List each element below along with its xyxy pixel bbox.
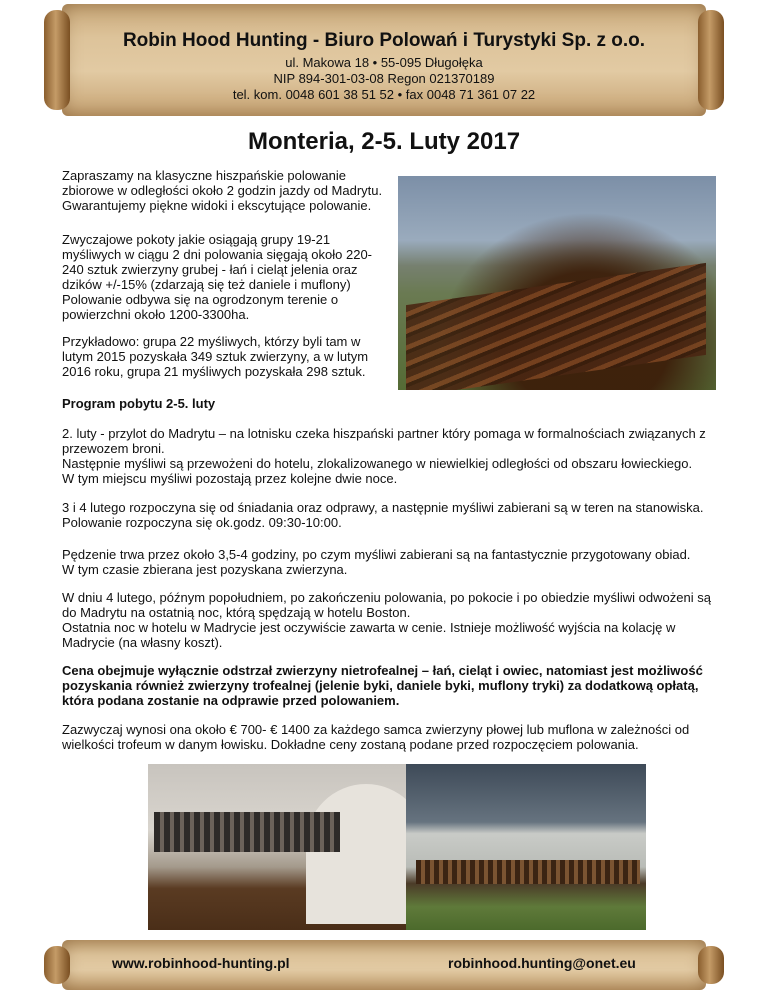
text-line: 3 i 4 lutego rozpoczyna się od śniadania oraz odprawy, a następnie myśliwi zabierani są w teren na stanowiska. xyxy=(62,500,704,515)
page-title: Monteria, 2-5. Luty 2017 xyxy=(247,128,521,155)
text-line: Polowanie odbywa się na ogrodzonym terenie o xyxy=(62,292,339,307)
company-name: Robin Hood Hunting - Biuro Polowań i Turystyki Sp. z o.o. xyxy=(122,30,646,51)
hunt-results-photo xyxy=(398,176,716,390)
text-line: Ostatnia noc w hotelu w Madrycie jest oczywiście zawarta w cenie. Istnieje możliwość wyjścia na kolację w xyxy=(62,620,676,635)
hunters-row xyxy=(154,812,340,852)
text-line: 240 sztuk zwierzyny grubej - łań i cieląt jelenia oraz xyxy=(62,262,358,277)
game-rows xyxy=(406,263,706,390)
text-line: W dniu 4 lutego, późnym popołudniem, po zakończeniu polowania, po pokocie i po obiedzie myśliwi odwożeni są xyxy=(62,590,711,605)
text-line: powierzchni około 1200-3300ha. xyxy=(62,307,250,322)
stats-paragraph xyxy=(62,232,372,322)
text-line: Polowanie rozpoczyna się ok.godz. 09:30-10:00. xyxy=(62,515,342,530)
text-line: wielkości trofeum w danym łowisku. Dokładne ceny zostaną podane przed rozpoczęciem polowania. xyxy=(62,737,639,752)
text-line: W tym miejscu myśliwi pozostają przez kolejne dwie noce. xyxy=(62,471,398,486)
drive-paragraph xyxy=(62,547,690,577)
day4-paragraph xyxy=(62,590,711,650)
intro-paragraph xyxy=(62,168,382,213)
text-line: przewozem broni. xyxy=(62,441,165,456)
game-display-photo xyxy=(406,764,646,930)
text-line: Następnie myśliwi są przewożeni do hotelu, zlokalizowanego w niewielkiej odległości od obszaru łowieckiego. xyxy=(62,456,693,471)
hunters-group-photo xyxy=(148,764,406,930)
day3-paragraph xyxy=(62,500,703,530)
text-line: Pędzenie trwa przez około 3,5-4 godziny, po czym myśliwi zabierani są na fantastycznie przygotowany obiad. xyxy=(62,547,691,562)
game-rows xyxy=(416,860,640,884)
text-line: pozyskania również zwierzyny trofealnej (jelenie byki, daniele byki, muflony tryki) za dodatkową opłatą, xyxy=(62,678,699,693)
company-contact: tel. kom. 0048 601 38 51 52 • fax 0048 71 361 07 22 xyxy=(232,87,536,102)
text-line: myśliwych w ciągu 2 dni polowania sięgają około 220- xyxy=(62,247,373,262)
program-heading: Program pobytu 2-5. luty xyxy=(62,396,216,411)
text-line: Zazwyczaj wynosi ona około € 700- € 1400 za każdego samca zwierzyny płowej lub muflona w zależności od xyxy=(62,722,690,737)
text-line: do Madrytu na ostatnią noc, którą spędzają w hotelu Boston. xyxy=(62,605,411,620)
text-line: Zwyczajowe pokoty jakie osiągają grupy 19-21 xyxy=(62,232,331,247)
text-line: która podana zostanie na odprawie przed polowaniem. xyxy=(62,693,400,708)
website-link[interactable]: www.robinhood-hunting.pl xyxy=(112,955,290,971)
company-address: ul. Makowa 18 • 55-095 Długołęka xyxy=(285,55,483,70)
text-line: 2. luty - przylot do Madrytu – na lotnisku czeka hiszpański partner który pomaga w formalnościach związanych z xyxy=(62,426,706,441)
text-line: lutym 2015 pozyskała 349 sztuk zwierzyny, a w lutym xyxy=(62,349,369,364)
building xyxy=(306,784,406,924)
price-paragraph xyxy=(62,663,703,708)
text-line: dzików +/-15% (zdarzają się też daniele i muflony) xyxy=(62,277,351,292)
text-line: 2016 roku, grupa 21 myśliwych pozyskała 298 sztuk. xyxy=(62,364,366,379)
company-ids: NIP 894-301-03-08 Regon 021370189 xyxy=(273,71,495,86)
text-line: Przykładowo: grupa 22 myśliwych, którzy byli tam w xyxy=(62,334,361,349)
email-link[interactable]: robinhood.hunting@onet.eu xyxy=(448,955,636,971)
text-line: W tym czasie zbierana jest pozyskana zwierzyna. xyxy=(62,562,348,577)
text-line: Zapraszamy na klasyczne hiszpańskie polowanie xyxy=(62,168,346,183)
fee-paragraph xyxy=(62,722,689,752)
example-paragraph xyxy=(62,334,368,379)
text-line: Gwarantujemy piękne widoki i ekscytujące polowanie. xyxy=(62,198,372,213)
text-line: zbiorowe w odległości około 2 godzin jazdy od Madrytu. xyxy=(62,183,383,198)
program-paragraph xyxy=(62,426,706,486)
text-line: Madrycie (na własny koszt). xyxy=(62,635,223,650)
text-line: Cena obejmuje wyłącznie odstrzał zwierzyny nietrofealnej – łań, cieląt i owiec, natomiast jest możliwość xyxy=(62,663,703,678)
